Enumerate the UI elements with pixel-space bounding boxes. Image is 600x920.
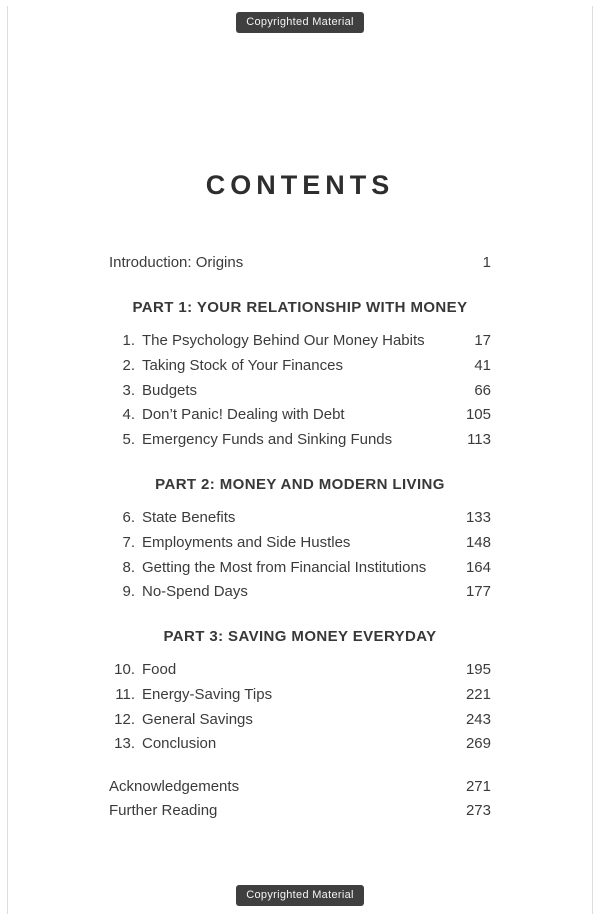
toc-entry-number: 2. [122,356,135,374]
toc-entry-page: 113 [467,430,491,448]
toc-entry-label: General Savings [142,710,253,728]
toc-entry-number: 8. [122,558,135,576]
toc-row [109,582,491,601]
part-items [109,508,491,601]
toc-row [109,660,491,679]
toc-entry-number: 1. [122,332,135,350]
part-heading: PART 3: SAVING MONEY EVERYDAY [163,628,437,646]
toc-row [109,801,491,820]
toc-front-section [109,253,491,272]
copyright-banner-label: Copyrighted Material [236,885,364,906]
toc-row [109,253,491,272]
toc-entry-number: 3. [122,381,135,399]
part-heading: PART 1: YOUR RELATIONSHIP WITH MONEY [132,299,468,317]
toc-entry-number: 13. [114,735,135,753]
toc-entry-label: Employments and Side Hustles [142,533,351,551]
toc-row [109,356,491,375]
toc-row [109,508,491,527]
toc-entry-page: 269 [465,735,491,753]
page-edge-right [592,6,593,914]
toc-entry-page: 148 [465,533,491,551]
toc-entry-page: 133 [465,509,491,527]
toc-row [109,558,491,577]
toc-entry-page: 243 [465,710,491,728]
toc-entry-label: Getting the Most from Financial Institutions [142,558,427,576]
toc-entry-page: 195 [465,661,491,679]
toc-entry-page: 41 [474,356,491,374]
part-items [109,331,491,449]
part-items [109,660,491,753]
toc-entry-number: 12. [114,710,135,728]
toc-entry-label: No-Spend Days [142,583,248,601]
toc-entry-label: Further Reading [109,802,218,820]
toc-entry-label: State Benefits [142,509,236,527]
toc-entry-number: 5. [122,430,135,448]
toc-entry-label: Energy-Saving Tips [142,686,273,704]
toc-entry-page: 273 [465,802,491,820]
table-of-contents [109,253,491,821]
toc-entry-page: 1 [482,254,491,271]
page-edge-left [7,6,8,914]
toc-entry-page: 66 [474,381,491,399]
toc-entry-page: 221 [465,686,491,704]
toc-entry-label: Food [142,661,177,679]
toc-entry-label: The Psychology Behind Our Money Habits [142,332,425,350]
toc-row [109,710,491,729]
toc-row [109,777,491,796]
toc-row [109,381,491,400]
toc-row [109,734,491,753]
copyright-banner-bottom [0,885,600,906]
toc-entry-page: 105 [465,406,491,424]
toc-entry-number: 6. [122,509,135,527]
toc-entry-number: 7. [122,533,135,551]
part-heading: PART 2: MONEY AND MODERN LIVING [155,476,445,494]
toc-row [109,685,491,704]
toc-entry-page: 177 [465,583,491,601]
toc-row [109,533,491,552]
toc-entry-label: Taking Stock of Your Finances [142,356,343,374]
toc-row [109,405,491,424]
toc-entry-label: Budgets [142,381,198,399]
toc-entry-number: 4. [122,406,135,424]
toc-row [109,430,491,449]
toc-entry-number: 11. [115,686,135,704]
toc-row [109,331,491,350]
page-title: CONTENTS [205,170,395,200]
toc-entry-page: 17 [474,332,491,350]
toc-entry-label: Introduction: Origins [109,254,244,271]
toc-entry-page: 271 [465,777,491,795]
toc-entry-label: Don’t Panic! Dealing with Debt [142,406,345,424]
copyright-banner-label: Copyrighted Material [236,12,364,33]
toc-back-section [109,777,491,821]
toc-entry-label: Emergency Funds and Sinking Funds [142,430,393,448]
toc-entry-number: 10. [114,661,135,679]
toc-entry-label: Conclusion [142,735,217,753]
toc-entry-number: 9. [122,583,135,601]
toc-entry-label: Acknowledgements [109,777,240,795]
toc-entry-page: 164 [465,558,491,576]
copyright-banner-top [0,12,600,33]
